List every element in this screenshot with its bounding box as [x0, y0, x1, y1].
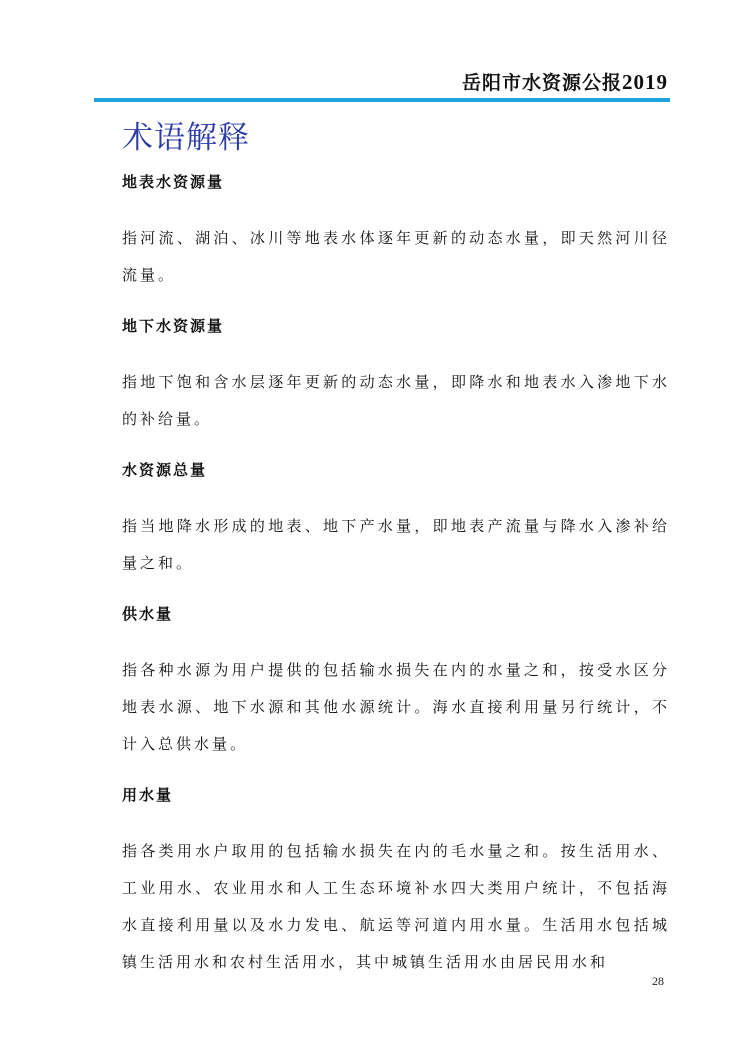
term-definition: 指地下饱和含水层逐年更新的动态水量，即降水和地表水入渗地下水的补给量。 [122, 373, 670, 428]
term-heading: 水资源总量 [122, 461, 208, 479]
terms-list [122, 170, 670, 981]
term-entry [122, 783, 670, 981]
term-definition: 指当地降水形成的地表、地下产水量，即地表产流量与降水入渗补给量之和。 [122, 517, 670, 572]
report-year: 2019 [622, 70, 668, 94]
term-entry [122, 602, 670, 763]
term-definition: 指各种水源为用户提供的包括输水损失在内的水量之和，按受水区分地表水源、地下水源和其他水源统计。海水直接利用量另行统计，不计入总供水量。 [122, 661, 670, 753]
term-definition: 指河流、湖泊、冰川等地表水体逐年更新的动态水量，即天然河川径流量。 [122, 229, 670, 284]
term-heading: 地下水资源量 [122, 317, 225, 335]
term-definition: 指各类用水户取用的包括输水损失在内的毛水量之和。按生活用水、工业用水、农业用水和人工生态环境补水四大类用户统计，不包括海水直接利用量以及水力发电、航运等河道内用水量。生活用水包括城镇生活用水和农村生活用水，其中城镇生活用水由居民用水和 [122, 842, 670, 971]
page-number: 28 [652, 974, 664, 988]
header-divider [94, 98, 670, 102]
report-title [462, 68, 668, 95]
term-entry [122, 458, 670, 582]
term-entry [122, 170, 670, 294]
term-entry [122, 314, 670, 438]
term-heading: 供水量 [122, 605, 174, 623]
section-title: 术语解释 [122, 120, 250, 156]
report-title-text: 岳阳市水资源公报 [461, 72, 622, 94]
term-heading: 用水量 [122, 786, 174, 804]
term-heading: 地表水资源量 [122, 173, 225, 191]
